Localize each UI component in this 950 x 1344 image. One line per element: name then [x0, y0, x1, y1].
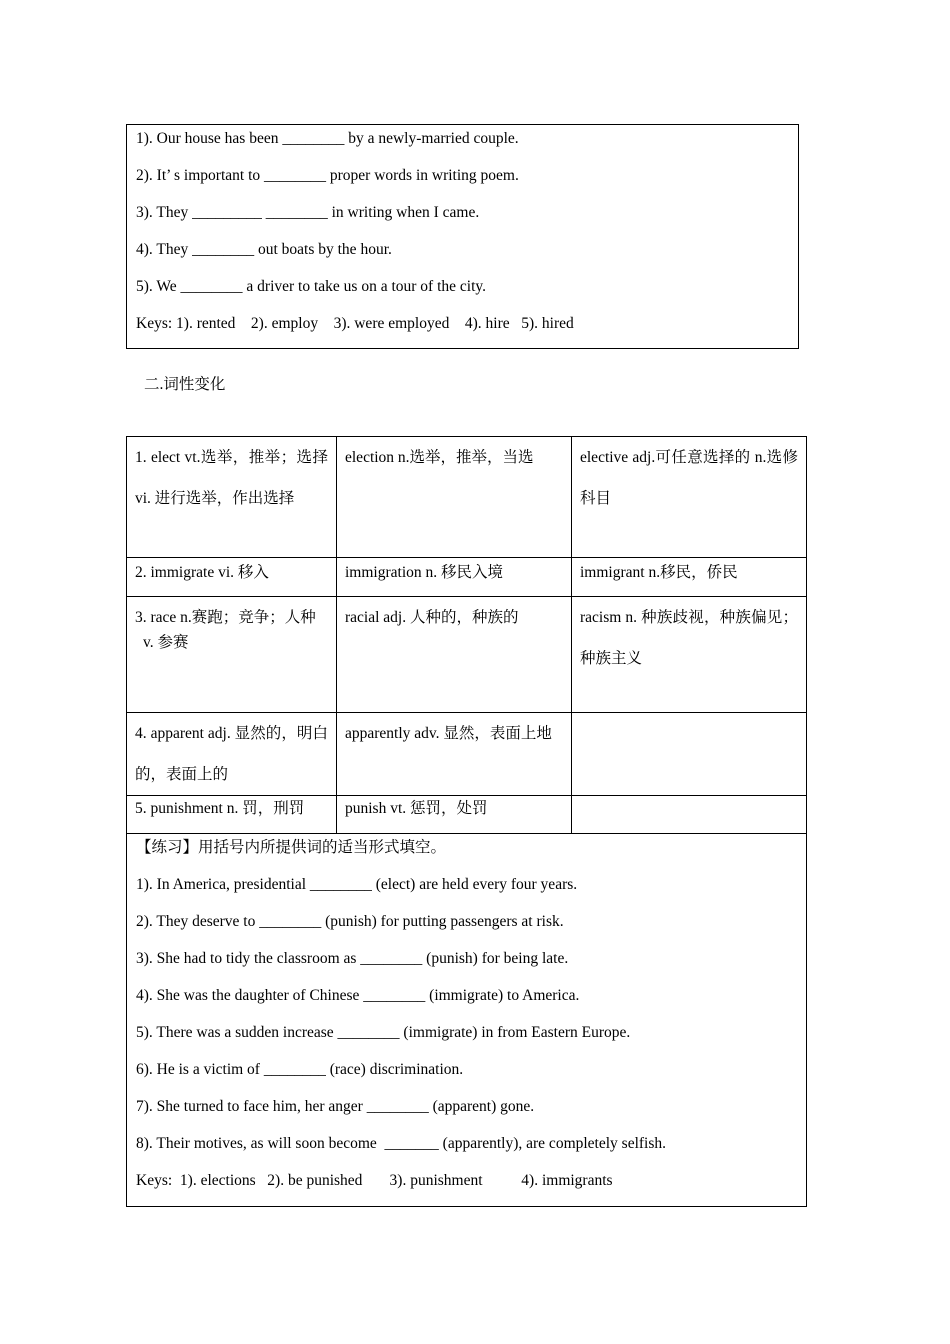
- base-word: 4. apparent adj. 显然的，明白的，表面上的: [135, 725, 328, 783]
- practice-line: 7). She turned to face him, her anger ________ (apparent) gone.: [136, 1098, 535, 1115]
- word-formation-table: [126, 436, 807, 1207]
- base-word: 2. immigrate vi. 移入: [135, 564, 269, 581]
- section-heading: 二.词性变化: [144, 376, 226, 393]
- derived-word: elective adj.可任意选择的 n.选修科目: [580, 449, 798, 507]
- exercise-box-1: [126, 124, 799, 349]
- table-cell: [572, 796, 807, 834]
- table-row: [127, 796, 807, 834]
- practice-line: 5). There was a sudden increase ________ (immigrate) in from Eastern Europe.: [136, 1024, 631, 1041]
- table-cell: [337, 558, 572, 597]
- derived-word: apparently adv. 显然，表面上地: [345, 725, 552, 742]
- derived-word: immigrant n.移民，侨民: [580, 564, 738, 581]
- practice-cell: [127, 834, 807, 1207]
- table-cell: [127, 796, 337, 834]
- derived-word: punish vt. 惩罚，处罚: [345, 800, 488, 817]
- table-cell: [127, 713, 337, 796]
- exercise-line: 4). They ________ out boats by the hour.: [136, 241, 392, 258]
- practice-line: 4). She was the daughter of Chinese ________ (immigrate) to America.: [136, 987, 580, 1004]
- practice-instruction: 【练习】用括号内所提供词的适当形式填空。: [136, 839, 447, 856]
- table-cell: [127, 437, 337, 558]
- derived-word: racism n. 种族歧视，种族偏见；种族主义: [580, 609, 798, 667]
- base-word: 1. elect vt.选举，推举；选择 vi. 进行选举，作出选择: [135, 449, 328, 507]
- practice-line: 3). She had to tidy the classroom as ________ (punish) for being late.: [136, 950, 569, 967]
- base-word: 3. race n.赛跑；竞争；人种: [135, 609, 316, 626]
- table-cell: [572, 437, 807, 558]
- derived-word: racial adj. 人种的，种族的: [345, 609, 519, 626]
- table-cell: [572, 597, 807, 713]
- exercise-line: 5). We ________ a driver to take us on a tour of the city.: [136, 278, 486, 295]
- base-word: 5. punishment n. 罚，刑罚: [135, 800, 305, 817]
- table-cell: [572, 713, 807, 796]
- practice-line: 1). In America, presidential ________ (elect) are held every four years.: [136, 876, 578, 893]
- exercise-line: 1). Our house has been ________ by a newly-married couple.: [136, 130, 519, 147]
- table-row: [127, 558, 807, 597]
- answer-keys: Keys: 1). rented 2). employ 3). were employed 4). hire 5). hired: [136, 315, 574, 332]
- practice-line: 2). They deserve to ________ (punish) for putting passengers at risk.: [136, 913, 564, 930]
- table-cell: [572, 558, 807, 597]
- exercise-line: 2). It’ s important to ________ proper words in writing poem.: [136, 167, 519, 184]
- practice-line: 6). He is a victim of ________ (race) discrimination.: [136, 1061, 464, 1078]
- answer-keys: Keys: 1). elections 2). be punished 3). punishment 4). immigrants: [136, 1172, 613, 1189]
- exercise-line: 3). They _________ ________ in writing when I came.: [136, 204, 480, 221]
- table-cell: [337, 796, 572, 834]
- table-cell: [127, 558, 337, 597]
- table-cell: [337, 437, 572, 558]
- table-row: [127, 713, 807, 796]
- table-cell: [337, 597, 572, 713]
- table-row: [127, 834, 807, 1207]
- table-row: [127, 597, 807, 713]
- derived-word: election n.选举，推举，当选: [345, 449, 534, 466]
- derived-word: immigration n. 移民入境: [345, 564, 504, 581]
- base-word-extra: v. 参赛: [143, 634, 189, 651]
- table-cell: [337, 713, 572, 796]
- practice-line: 8). Their motives, as will soon become _______ (apparently), are completely selfish.: [136, 1135, 667, 1152]
- table-row: [127, 437, 807, 558]
- table-cell: [127, 597, 337, 713]
